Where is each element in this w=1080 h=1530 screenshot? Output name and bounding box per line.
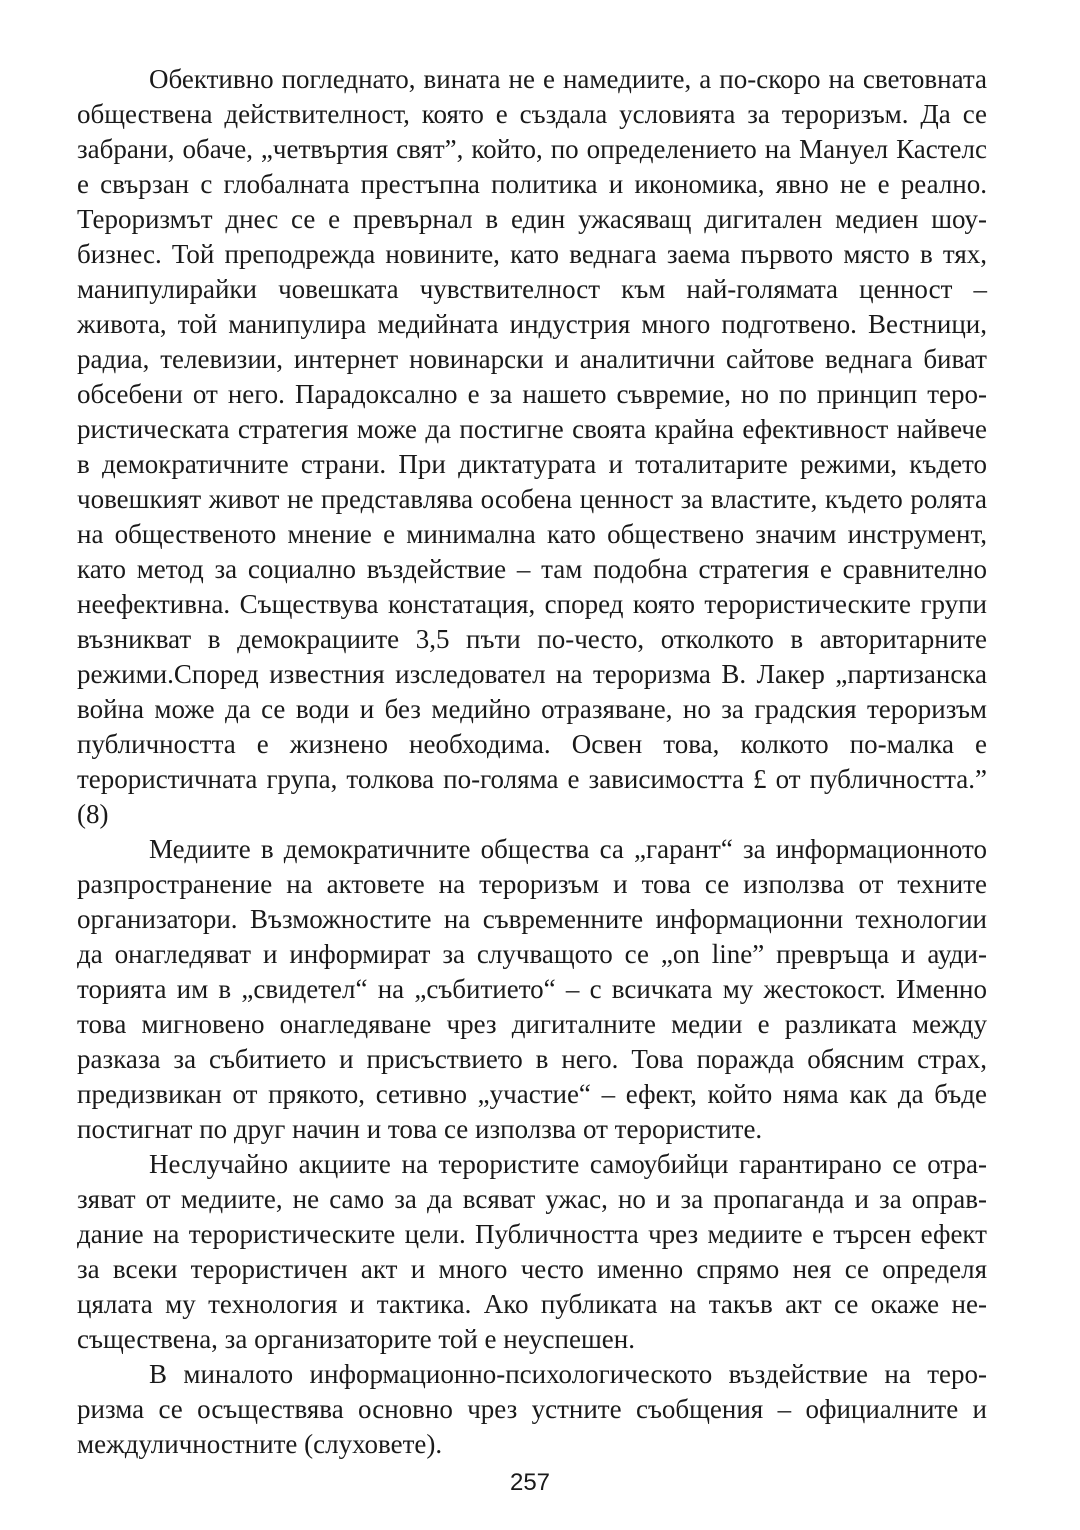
paragraph-4: В миналото информационно-психологическото въздействие на тероризма се осъществява основно чрез устните съобщения – официалните и междуличностните (слуховете). [77, 1359, 987, 1459]
paragraph-2: Медиите в демократичните общества са „гарант“ за информационното разпространение на актовете на тероризъм и това се използва от техните организатори. Възможностите на съвременните информационни технологии да онагледяват и информират за случващото се „on line” превръща и аудиторията им в „свидетел“ на „събитието“ – с всичката му жестокост. Именно това мигновено онагледяване чрез дигиталните медии е разликата между разказа за събитието и присъствието в него. Това поражда обясним страх, предизвикан от прякото, сетивно „участие“ – ефект, който няма как да бъде постигнат по друг начин и това се използва от терористите. [77, 834, 987, 1144]
paragraph-1: Обективно погледнато, вината не е намедиите, а по-скоро на световната обществена действителност, която е създала условията за тероризъм. Да се забрани, обаче, „четвъртия свят”, който, по определението на Мануел Кастелс е свързан с глобалната престъпна политика и икономика, явно не е реално. Тероризмът днес се е превърнал в един ужасяващ дигитален медиен шоу-бизнес. Той преподрежда новините, като веднага заема първото място в тях, манипулирайки човешката чувствителност към най-голямата ценност – живота, той манипулира медийната индустрия много подготвено. Вестници, радиа, телевизии, интернет новинарски и аналитични сайтове веднага биват обсебени от него. Парадоксално е за нашето съвремие, но по принцип терористическата стратегия може да постигне своята крайна ефективност найвече в демократичните страни. При диктатурата и тоталитарите режими, където човешкият живот не представлява особена ценност за властите, където ролята на общественото мнение е минимална като обществено значим инструмент, като метод за социално въздействие – там подобна стратегия е сравнително неефективна. Съществува констатация, според която терористическите групи възникват в демокрациите 3,5 пъти по-често, отколкото в авторитарните режими.Според известния изследовател на тероризма В. Лакер „партизанска война може да се води и без медийно отразяване, но за градския тероризъм публичността е жизнено необходима. Освен това, колкото по-малка е терористичната група, толкова по-голяма е зависимостта £ от публичността.” (8) [77, 64, 987, 829]
page-number: 257 [509, 1469, 551, 1496]
paragraph-3: Неслучайно акциите на терористите самоубийци гарантирано се отразяват от медиите, не само за да всяват ужас, но и за пропаганда и за оправдание на терористическите цели. Публичността чрез медиите е търсен ефект за всеки терористичен акт и много често именно спрямо нея се определя цялата му технология и тактика. Ако публиката на такъв акт се окаже несъществена, за организаторите той е неуспешен. [77, 1149, 987, 1354]
body-text [77, 62, 987, 1462]
